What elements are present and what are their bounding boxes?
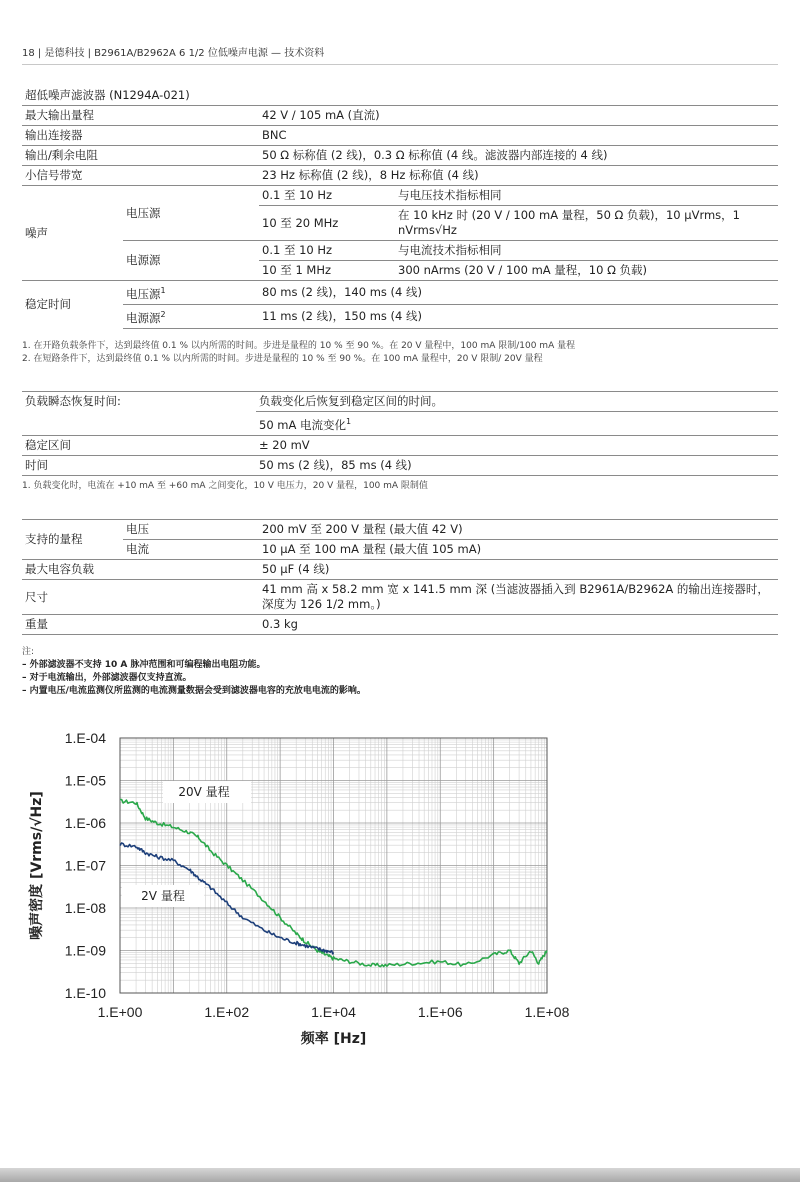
noise-voltage-range-2: 10 至 20 MHz <box>259 206 395 241</box>
x-tick-label: 1.E+04 <box>311 1004 356 1020</box>
bandwidth-value: 23 Hz 标称值 (2 线)，8 Hz 标称值 (4 线) <box>259 166 778 186</box>
notes-title: 注: <box>22 647 35 657</box>
y-tick-label: 1.E-09 <box>64 942 106 959</box>
x-axis-label: 频率 [Hz] <box>300 1031 367 1047</box>
noise-voltage-value-2: 在 10 kHz 时 (20 V / 100 mA 量程，50 Ω 负载)，10 μVrms，1 nVrms√Hz <box>395 206 778 241</box>
max-output-value: 42 V / 105 mA (直流) <box>259 106 778 126</box>
noise-current-label: 电源源 <box>123 241 259 281</box>
cap-load-label: 最大电容负载 <box>22 560 259 580</box>
cap-load-value: 50 μF (4 线) <box>259 560 778 580</box>
series-label-20v: 20V 量程 <box>178 785 230 799</box>
size-value: 41 mm 高 x 58.2 mm 宽 x 141.5 mm 深 (当滤波器插入到 B2961A/B2962A 的输出连接器时，深度为 126 1/2 mm。) <box>259 580 778 615</box>
settling-voltage-label: 电压源$^1$ <box>123 281 259 305</box>
resistance-label: 输出/剩余电阻 <box>22 146 259 166</box>
noise-current-value-1: 与电流技术指标相同 <box>395 241 778 261</box>
y-tick-label: 1.E-06 <box>64 815 106 831</box>
y-tick-label: 1.E-07 <box>64 857 106 874</box>
settling-band-label: 稳定区间 <box>22 435 256 455</box>
x-tick-label: 1.E+08 <box>524 1004 570 1020</box>
note-1: – 外部滤波器不支持 10 A 脉冲范围和可编程输出电阻功能。 <box>22 660 266 670</box>
noise-current-range-2: 10 至 1 MHz <box>259 261 395 281</box>
current-label: 电流 <box>123 540 259 560</box>
footer-bar <box>0 1168 800 1182</box>
ranges-label: 支持的量程 <box>22 520 123 560</box>
filter-footnote-2: 2. 在短路条件下，达到最终值 0.1 % 以内所需的时间。步进是量程的 10 % 至 90 %。在 100 mA 量程中，20 V 限制/ 20V 量程 <box>22 354 543 364</box>
noise-current-value-2: 300 nArms (20 V / 100 mA 量程，10 Ω 负载) <box>395 261 778 281</box>
note-3: – 内置电压/电流监测仪所监测的电流测量数据会受到滤波器电容的充放电电流的影响。 <box>22 686 366 696</box>
transient-time-label: 时间 <box>22 455 256 475</box>
settling-band-value: ± 20 mV <box>256 435 778 455</box>
weight-label: 重量 <box>22 615 259 635</box>
bandwidth-label: 小信号带宽 <box>22 166 259 186</box>
y-tick-label: 1.E-10 <box>64 985 106 1001</box>
x-tick-label: 1.E+06 <box>417 1004 463 1020</box>
noise-voltage-label: 电压源 <box>123 186 259 241</box>
transient-label: 负载瞬态恢复时间: <box>22 392 256 412</box>
note-2: – 对于电流输出，外部滤波器仅支持直流。 <box>22 673 192 683</box>
transient-change: 50 mA 电流变化$^1$ <box>256 412 778 436</box>
filter-section-title: 超低噪声滤波器 (N1294A-021) <box>25 88 190 102</box>
transient-footnote-1: 1. 负载变化时，电流在 +10 mA 至 +60 mA 之间变化，10 V 电压力，20 V 量程，100 mA 限制值 <box>22 481 428 491</box>
page-header: 18 | 是德科技 | B2961A/B2962A 6 1/2 位低噪声电源 — 技术资料 <box>22 48 325 59</box>
weight-value: 0.3 kg <box>259 615 778 635</box>
y-axis-label: 噪声密度 [Vrms/√Hz] <box>29 791 45 940</box>
noise-voltage-range-1: 0.1 至 10 Hz <box>259 186 395 206</box>
settling-current-value: 11 ms (2 线)，150 ms (4 线) <box>259 304 778 328</box>
x-tick-label: 1.E+02 <box>204 1004 250 1020</box>
current-range-value: 10 μA 至 100 mA 量程 (最大值 105 mA) <box>259 540 778 560</box>
resistance-value: 50 Ω 标称值 (2 线)，0.3 Ω 标称值 (4 线。滤波器内部连接的 4 线) <box>259 146 778 166</box>
noise-voltage-value-1: 与电压技术指标相同 <box>395 186 778 206</box>
transient-desc: 负载变化后恢复到稳定区间的时间。 <box>256 392 778 412</box>
filter-footnote-1: 1. 在开路负载条件下，达到最终值 0.1 % 以内所需的时间。步进是量程的 10 % 至 90 %。在 20 V 量程中，100 mA 限制/100 mA 量程 <box>22 341 576 351</box>
voltage-label: 电压 <box>123 520 259 540</box>
voltage-range-value: 200 mV 至 200 V 量程 (最大值 42 V) <box>259 520 778 540</box>
connector-label: 输出连接器 <box>22 126 259 146</box>
y-tick-label: 1.E-05 <box>64 772 106 789</box>
settling-current-label: 电源源$^2$ <box>123 304 259 328</box>
y-tick-label: 1.E-04 <box>64 730 106 746</box>
size-label: 尺寸 <box>22 580 259 615</box>
series-label-2v: 2V 量程 <box>141 889 185 903</box>
settling-label: 稳定时间 <box>22 281 123 329</box>
y-tick-label: 1.E-08 <box>64 900 106 916</box>
noise-current-range-1: 0.1 至 10 Hz <box>259 241 395 261</box>
connector-value: BNC <box>259 126 778 146</box>
x-tick-label: 1.E+00 <box>97 1004 143 1020</box>
transient-time-value: 50 ms (2 线)，85 ms (4 线) <box>256 455 778 475</box>
noise-label: 噪声 <box>22 186 123 281</box>
max-output-label: 最大输出量程 <box>22 106 259 126</box>
settling-voltage-value: 80 ms (2 线)，140 ms (4 线) <box>259 281 778 305</box>
